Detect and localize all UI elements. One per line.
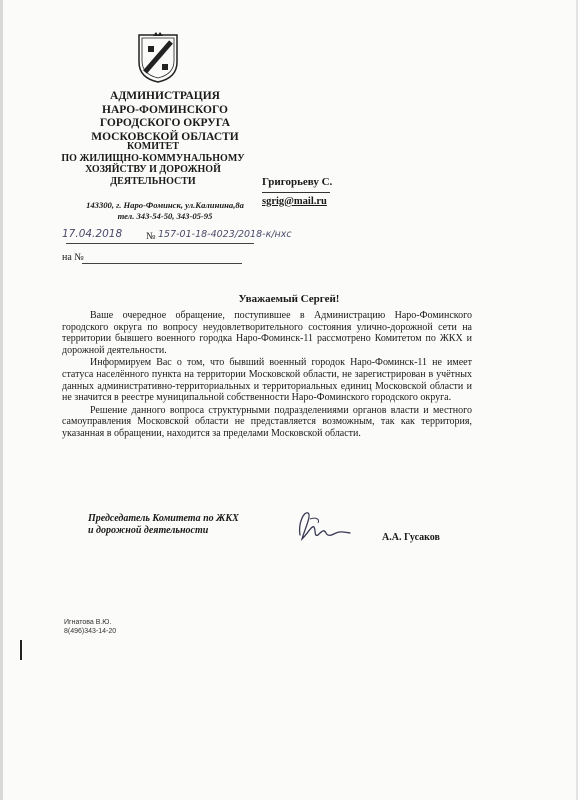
recipient-name: Григорьеву С. [262, 176, 333, 188]
org-line: МОСКОВСКОЙ ОБЛАСТИ [91, 130, 239, 143]
coat-of-arms-icon [136, 32, 180, 84]
position-line: Председатель Комитета по ЖКХ [88, 513, 239, 524]
salutation: Уважаемый Сергей! [238, 293, 340, 305]
letter-body [62, 310, 472, 441]
registration-number: 157-01-18-4023/2018-к/нхс [158, 229, 292, 240]
recipient-divider [262, 192, 330, 193]
phone-line: тел. 343-54-50, 343-05-95 [117, 211, 213, 221]
body-paragraph: Ваше очередное обращение, поступившее в Администрацию Наро-Фоминского городского округа по вопросу неудовлетворительного состояния улично-дорожной сети на территории бывшего военного городка Наро-Фоминск-11 рассмотрено Комитетом по ЖКХ и дорожной деятельности. [62, 310, 472, 356]
signatory-position [88, 513, 239, 537]
scan-margin-mark [20, 640, 22, 660]
org-line: ГОРОДСКОГО ОКРУГА [99, 117, 231, 129]
handwritten-signature [294, 505, 354, 545]
address-line: 143300, г. Наро-Фоминск, ул.Калинина,8а [86, 200, 244, 210]
org-line: НАРО-ФОМИНСКОГО [102, 103, 228, 116]
scan-edge-left [0, 0, 3, 800]
body-paragraph: Информируем Вас о том, что бывший военный городок Наро-Фоминск-11 не имеет статуса населённого пункта на территории Московской области, не зарегистрирован в учётных данных административно-территориальных и территориальных единиц Московской области и не значится в реестре муниципальной собственности Наро-Фоминского городского округа. [62, 357, 472, 404]
executor-info [64, 618, 116, 636]
committee-line: КОМИТЕТ [126, 141, 179, 152]
registration-underline [66, 243, 254, 244]
body-paragraph: Решение данного вопроса структурными подразделениями органов власти и местного самоуправления Московской области не представляется возможным, так как территория, указанная в обращении, находится за пределами Московской области. [62, 404, 472, 439]
reply-to-underline [82, 263, 242, 264]
signatory-name: А.А. Гусаков [382, 532, 440, 543]
recipient-email: sgrig@mail.ru [262, 196, 327, 207]
org-line: АДМИНИСТРАЦИЯ [110, 90, 220, 102]
committee-line: ПО ЖИЛИЩНО-КОММУНАЛЬНОМУ [61, 152, 245, 164]
registration-number-label: № [146, 231, 156, 242]
address-block [70, 200, 260, 222]
committee-line: ХОЗЯЙСТВУ И ДОРОЖНОЙ [85, 164, 221, 175]
executor-name: Игнатова В.Ю. [64, 619, 112, 626]
organization-name [70, 90, 260, 144]
position-line: и дорожной деятельности [88, 525, 209, 536]
reply-to-label: на № [62, 252, 84, 263]
registration-date: 17.04.2018 [62, 228, 123, 240]
executor-phone: 8(496)343-14-20 [64, 628, 117, 635]
committee-name [48, 141, 258, 187]
committee-line: ДЕЯТЕЛЬНОСТИ [110, 175, 196, 187]
